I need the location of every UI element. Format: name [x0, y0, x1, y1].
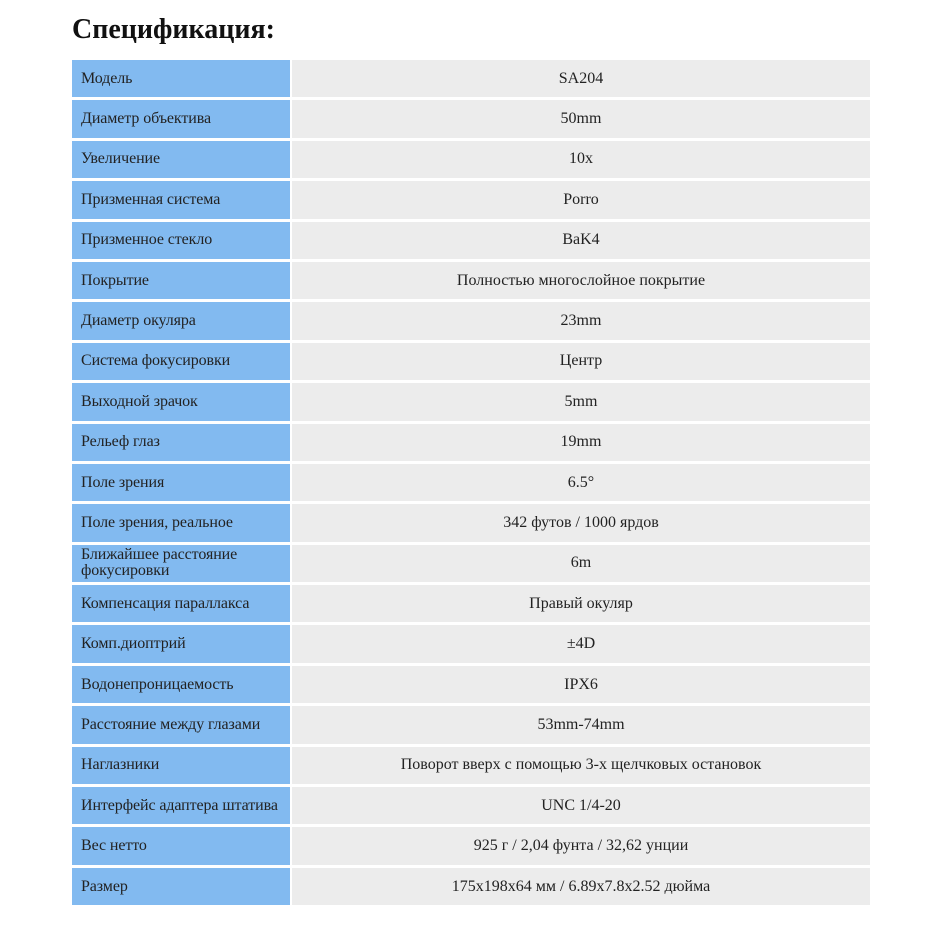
spec-value: IPX6: [292, 666, 870, 703]
spec-label: Ближайшее расстояние фокусировки: [72, 545, 290, 582]
spec-label: Поле зрения, реальное: [72, 504, 290, 541]
spec-label: Вес нетто: [72, 827, 290, 864]
spec-label: Компенсация параллакса: [72, 585, 290, 622]
spec-value: Porro: [292, 181, 870, 218]
spec-row-magnification: [72, 141, 870, 181]
spec-row-close-focus: [72, 545, 870, 585]
spec-label: Водонепроницаемость: [72, 666, 290, 703]
spec-row-net-weight: [72, 827, 870, 867]
spec-label: Комп.диоптрий: [72, 625, 290, 662]
spec-row-field-of-view: [72, 464, 870, 504]
spec-label: Расстояние между глазами: [72, 706, 290, 743]
spec-label: Выходной зрачок: [72, 383, 290, 420]
spec-row-prism-glass: [72, 222, 870, 262]
spec-label: Увеличение: [72, 141, 290, 178]
spec-row-parallax-compensation: [72, 585, 870, 625]
spec-row-real-field-of-view: [72, 504, 870, 544]
spec-label: Модель: [72, 60, 290, 97]
spec-value: UNC 1/4-20: [292, 787, 870, 824]
spec-label: Поле зрения: [72, 464, 290, 501]
spec-label: Наглазники: [72, 747, 290, 784]
spec-label: Покрытие: [72, 262, 290, 299]
spec-label: Диаметр объектива: [72, 100, 290, 137]
spec-value: 19mm: [292, 424, 870, 461]
spec-row-interpupillary-distance: [72, 706, 870, 746]
spec-value: 23mm: [292, 302, 870, 339]
spec-row-tripod-adapter: [72, 787, 870, 827]
page-title: Спецификация:: [72, 14, 275, 45]
spec-value: 175x198x64 мм / 6.89x7.8x2.52 дюйма: [292, 868, 870, 905]
spec-table: [72, 60, 870, 908]
spec-value: 50mm: [292, 100, 870, 137]
spec-row-exit-pupil: [72, 383, 870, 423]
spec-value: Центр: [292, 343, 870, 380]
spec-value: SA204: [292, 60, 870, 97]
spec-value: Правый окуляр: [292, 585, 870, 622]
spec-value: BaK4: [292, 222, 870, 259]
spec-row-model: [72, 60, 870, 100]
spec-row-waterproof: [72, 666, 870, 706]
spec-row-diopter-compensation: [72, 625, 870, 665]
spec-value: 5mm: [292, 383, 870, 420]
spec-row-size: [72, 868, 870, 908]
spec-value: 342 футов / 1000 ярдов: [292, 504, 870, 541]
spec-label: Призменная система: [72, 181, 290, 218]
spec-row-eyecups: [72, 747, 870, 787]
spec-row-objective-diameter: [72, 100, 870, 140]
spec-value: Поворот вверх с помощью 3-х щелчковых остановок: [292, 747, 870, 784]
spec-label: Призменное стекло: [72, 222, 290, 259]
spec-row-coating: [72, 262, 870, 302]
spec-value: 925 г / 2,04 фунта / 32,62 унции: [292, 827, 870, 864]
spec-value: ±4D: [292, 625, 870, 662]
spec-value: 53mm-74mm: [292, 706, 870, 743]
spec-value: 6.5°: [292, 464, 870, 501]
spec-label: Рельеф глаз: [72, 424, 290, 461]
spec-row-focus-system: [72, 343, 870, 383]
spec-value: 10x: [292, 141, 870, 178]
spec-value: Полностью многослойное покрытие: [292, 262, 870, 299]
spec-label: Диаметр окуляра: [72, 302, 290, 339]
spec-row-prism-system: [72, 181, 870, 221]
spec-value: 6m: [292, 545, 870, 582]
spec-row-eye-relief: [72, 424, 870, 464]
spec-label: Размер: [72, 868, 290, 905]
spec-label: Интерфейс адаптера штатива: [72, 787, 290, 824]
spec-label: Система фокусировки: [72, 343, 290, 380]
spec-row-eyepiece-diameter: [72, 302, 870, 342]
